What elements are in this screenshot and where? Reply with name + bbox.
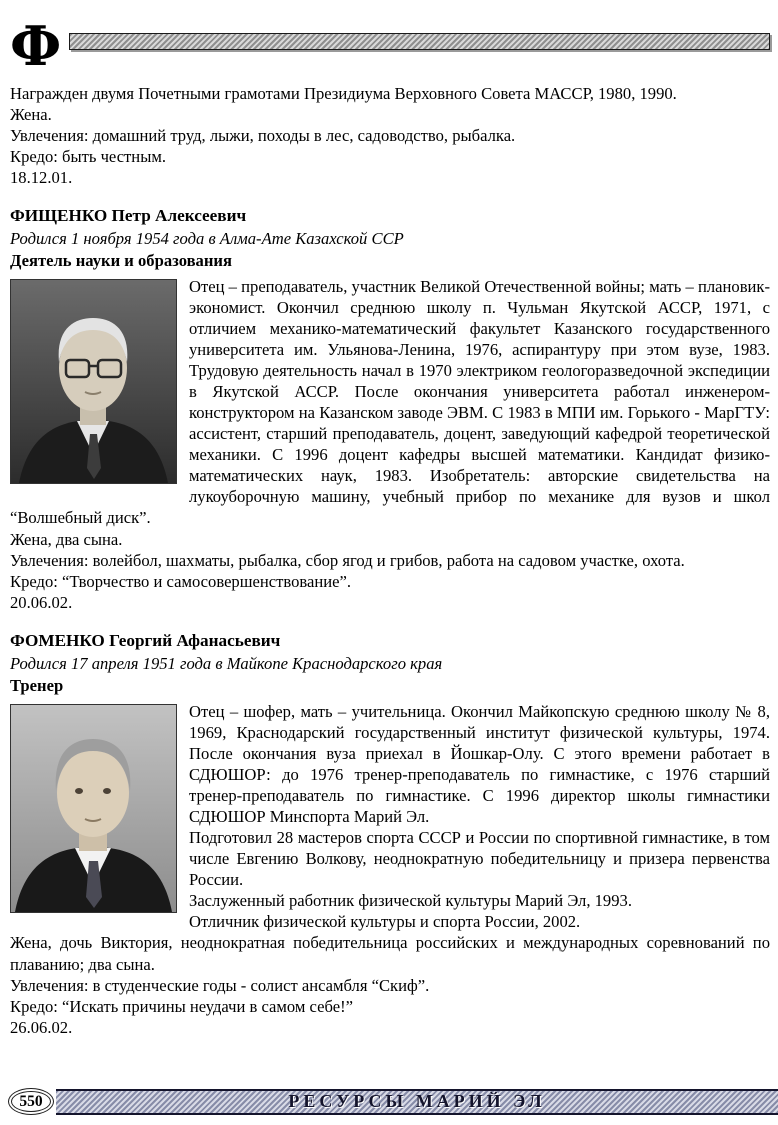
bio-paragraph: Отец – шофер, мать – учительница. Окончил Майкопскую среднюю школу № 8, 1969, Краснодарский государственный институт физической культуры, 1974. После окончания вуза приехал в Йошкар-Олу. С этого времени работает в СДЮШОР: до 1976 тренер-преподаватель по гимнастике, с 1976 старший тренер-преподаватель по гимнастике. С 1996 директор школы гимнастики СДЮШОР Минспорта Марий Эл. xyxy=(189,701,770,827)
bio-line: Жена, два сына. xyxy=(10,529,123,549)
entry-name: ФОМЕНКО Георгий Афанасьевич xyxy=(10,630,281,650)
bio-line: Увлечения: домашний труд, лыжи, походы в лес, садоводство, рыбалка. xyxy=(10,125,516,145)
bio-entry-fomenko xyxy=(10,630,770,1038)
section-letter: Ф xyxy=(10,14,62,78)
entry-occupation: Тренер xyxy=(10,675,64,695)
previous-entry-end xyxy=(10,83,770,188)
section-header xyxy=(10,14,770,78)
entry-body xyxy=(10,701,770,1038)
bio-entry-fishchenko xyxy=(10,205,770,613)
entry-body xyxy=(10,276,770,613)
entry-birth-line: Родился 17 апреля 1951 года в Майкопе Краснодарского края xyxy=(10,653,443,673)
page-footer xyxy=(0,1088,778,1115)
page-number: 550 xyxy=(11,1091,51,1112)
bio-paragraph: Отец – преподаватель, участник Великой Отечественной войны; мать – плановик-экономист. Окончил среднюю школу п. Чульман Якутской АССР, 1971, с отличием механико-математический факультет Казанского государственного университета им. Ульянова-Ленина, 1976, аспирантуру при этом вузе, 1983. Трудовую деятельность начал в 1970 электриком геологоразведочной экспедиции в Якутской АССР. После окончания университета работал инженером-конструктором на Казанском заводе ЭВМ. С 1983 в МПИ им. Горького - МарГТУ: ассистент, старший преподаватель, доцент, заведующий кафедрой теоретической механики. С 1996 доцент кафедры высшей математики. Кандидат физико-математических наук, 1983. Изобретатель: авторские свидетельства на лукоуборочную машину, учебный прибор по механике для вузов и школ “Волшебный диск”. xyxy=(10,276,770,528)
bio-date-line: 20.06.02. xyxy=(10,592,73,612)
portrait-photo xyxy=(10,279,177,484)
page-number-badge xyxy=(8,1088,54,1115)
bio-paragraph: Заслуженный работник физической культуры Марий Эл, 1993. xyxy=(189,891,632,911)
bio-line: Увлечения: в студенческие годы - солист ансамбля “Скиф”. xyxy=(10,975,430,995)
bio-line: Отличник физической культуры и спорта России, 2002. xyxy=(189,912,581,932)
bio-date-line: 18.12.01. xyxy=(10,167,73,187)
decorative-rule-bar xyxy=(69,33,770,50)
entry-birth-line: Родился 1 ноября 1954 года в Алма-Ате Казахской ССР xyxy=(10,228,404,248)
bio-date-line: 26.06.02. xyxy=(10,1017,73,1037)
entry-name: ФИЩЕНКО Петр Алексеевич xyxy=(10,205,247,225)
bio-line: Увлечения: волейбол, шахматы, рыбалка, сбор ягод и грибов, работа на садовом участке, охота. xyxy=(10,550,685,570)
footer-title: РЕСУРСЫ МАРИЙ ЭЛ xyxy=(288,1091,546,1112)
bio-line: Кредо: быть честным. xyxy=(10,146,166,166)
bio-paragraph: Подготовил 28 мастеров спорта СССР и России по спортивной гимнастике, в том числе Евгению Волкову, неоднократную победительницу и призера первенства России. xyxy=(189,828,770,890)
bio-line: Кредо: “Творчество и самосовершенствование”. xyxy=(10,571,352,591)
bio-line: Жена. xyxy=(10,104,52,124)
bio-line: Кредо: “Искать причины неудачи в самом себе!” xyxy=(10,996,353,1016)
footer-bar xyxy=(56,1089,778,1115)
bio-line: Награжден двумя Почетными грамотами Президиума Верховного Совета МАССР, 1980, 1990. xyxy=(10,83,677,103)
entry-occupation: Деятель науки и образования xyxy=(10,250,232,270)
bio-line: Жена, дочь Виктория, неоднократная победительница российских и международных соревнований по плаванию; два сына. xyxy=(10,933,770,974)
portrait-photo xyxy=(10,704,177,913)
